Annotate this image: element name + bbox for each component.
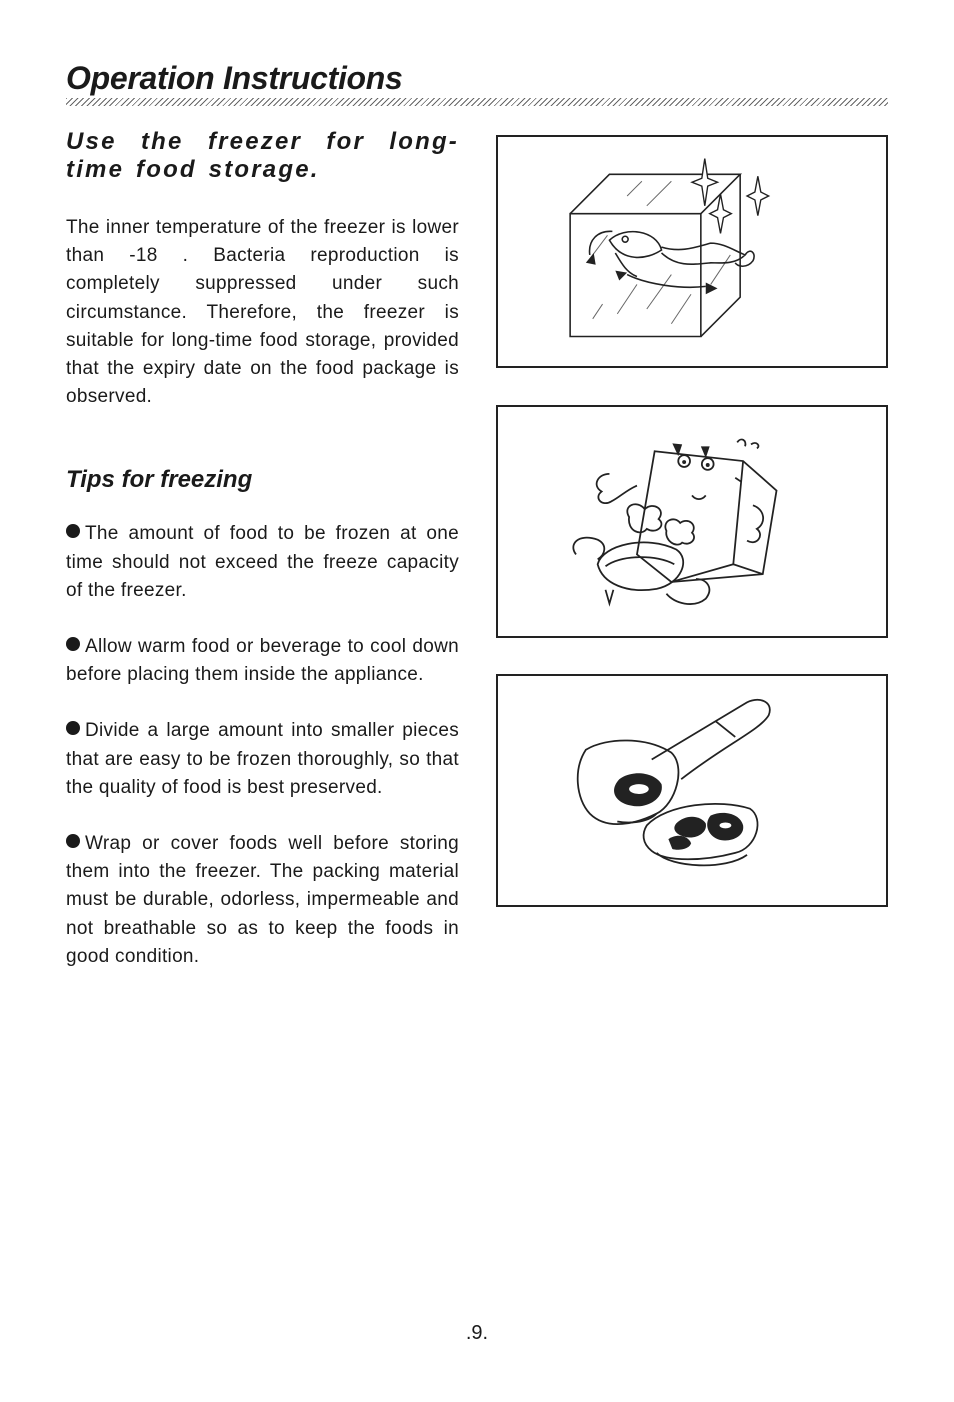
bullet-icon <box>66 721 80 735</box>
tip-item <box>66 520 459 605</box>
tip-text: Wrap or cover foods well before storing them into the freezer. The packing material must be durable, odorless, impermeable and not breathable so as to keep the foods in good condition. <box>66 833 459 967</box>
refrigerator-hot-pot-icon <box>498 407 886 636</box>
bullet-icon <box>66 524 80 538</box>
freezer-section-body: The inner temperature of the freezer is lower than -18 . Bacteria reproduction is completely suppressed under such circumstance. Therefore, the freezer is suitable for long-time food storage, provided that the expiry date on the food package is observed. <box>66 217 459 408</box>
page-title: Operation Instructions <box>66 60 403 96</box>
page-number: .9. <box>465 1322 489 1344</box>
tip-text: The amount of food to be frozen at one time should not exceed the freeze capacity of the freezer. <box>66 523 459 601</box>
tip-item <box>66 717 459 802</box>
tip-text: Allow warm food or beverage to cool down before placing them inside the appliance. <box>66 636 459 686</box>
text-column <box>66 128 459 999</box>
freezer-section-heading: Use the freezer for long-time food storage. <box>66 128 459 183</box>
title-divider <box>66 98 888 106</box>
tip-text: Divide a large amount into smaller pieces that are easy to be frozen thoroughly, so that the quality of food is best preserved. <box>66 720 459 798</box>
tips-section-heading: Tips for freezing <box>66 466 253 494</box>
frozen-fish-figure <box>496 135 888 368</box>
knife-meat-icon <box>498 676 886 905</box>
tip-item <box>66 633 459 689</box>
bullet-icon <box>66 834 80 848</box>
hot-food-fridge-figure <box>496 405 888 638</box>
bullet-icon <box>66 637 80 651</box>
tip-item <box>66 830 459 971</box>
frozen-fish-icon <box>498 137 886 366</box>
tips-list <box>66 520 459 971</box>
cutting-meat-figure <box>496 674 888 907</box>
